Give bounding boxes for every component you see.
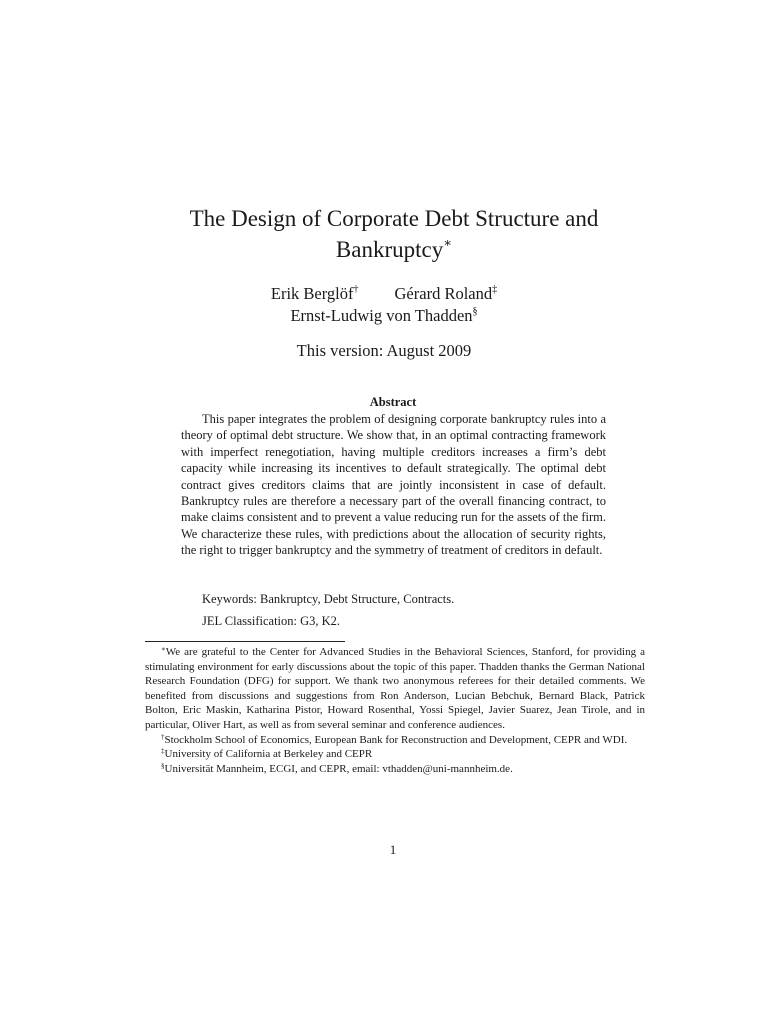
footnote-text: Stockholm School of Economics, European Bank for Reconstruction and Development, CEPR and WDI. (164, 733, 628, 746)
footnote-rule (145, 641, 345, 642)
footnote-text: We are grateful to the Center for Advanced Studies in the Behavioral Sciences, Stanford, for providing a stimulating environment for early discussions about the topic of this paper. Thadden thanks the German National Research Foundation (DFG) for support. We thank two anonymous referees for their detailed comments. We benefited from discussions and suggestions from Ron Anderson, Lucian Bebchuk, Bernard Black, Patrick Bolton, Eric Maskin, Katharina Pistor, Howard Rosenthal, Yossi Spiegel, Javier Suarez, Jean Tirole, and in particular, Oliver Hart, as well as from several seminar and conference audiences. (145, 646, 645, 731)
footnote (145, 747, 645, 762)
footnote (145, 645, 645, 733)
page-number: 1 (389, 842, 397, 857)
author-name: Ernst-Ludwig von Thadden (290, 306, 473, 325)
footnote-text: Universität Mannheim, ECGI, and CEPR, email: vthadden@uni-mannheim.de. (164, 762, 513, 775)
footnote-mark: § (161, 761, 165, 770)
author-name: Erik Berglöf (270, 284, 354, 303)
abstract-body (181, 411, 606, 559)
footnote-text: University of California at Berkeley and CEPR (164, 748, 373, 761)
keywords: Keywords: Bankruptcy, Debt Structure, Contracts. (202, 592, 455, 606)
author-mark: ‡ (492, 284, 498, 295)
title-text: The Design of Corporate Debt Structure and Bankruptcy (189, 206, 599, 262)
paper-title (130, 203, 658, 265)
footnote-mark: ‡ (161, 747, 165, 756)
author-mark: § (472, 306, 478, 317)
jel-classification: JEL Classification: G3, K2. (202, 614, 341, 628)
author-line-1 (0, 283, 768, 305)
title-footnote-mark: ∗ (443, 235, 453, 250)
footnote (145, 733, 645, 748)
author-block (0, 283, 768, 327)
author-name: Gérard Roland (394, 284, 493, 303)
version-date: This version: August 2009 (296, 341, 472, 360)
footnotes (145, 645, 645, 776)
footnote (145, 762, 645, 777)
author-mark: † (353, 284, 359, 295)
abstract-heading: Abstract (369, 395, 417, 409)
footnote-mark: † (161, 732, 165, 741)
abstract-paragraph: This paper integrates the problem of designing corporate bankruptcy rules into a theory of optimal debt structure. We show that, in an optimal contracting framework with imperfect renegotiation, having multiple creditors increases a firm’s debt capacity while increasing its incentives to default strategically. The optimal debt contract gives creditors claims that are jointly inconsistent in case of default. Bankruptcy rules are therefore a necessary part of the overall financing contract, to make claims consistent and to prevent a value reducing run for the assets of the firm. We characterize these rules, with predictions about the allocation of security rights, the right to trigger bankruptcy and the symmetry of treatment of creditors in default. (181, 412, 606, 558)
author-line-2 (0, 305, 768, 327)
footnote-mark: ∗ (161, 645, 166, 653)
